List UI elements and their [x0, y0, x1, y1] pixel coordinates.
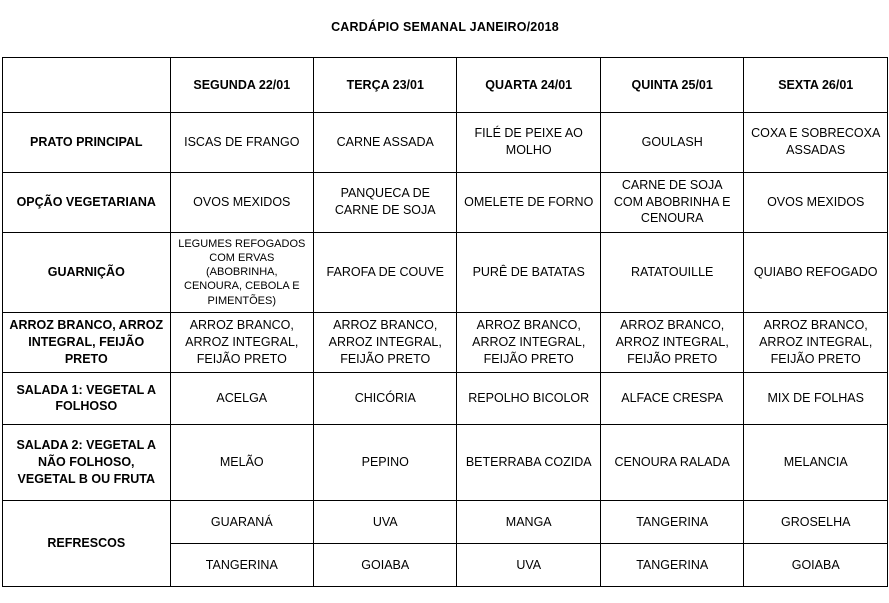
row-label-salada-2: SALADA 2: VEGETAL A NÃO FOLHOSO, VEGETAL B OU FRUTA: [3, 424, 171, 500]
header-row: [3, 57, 888, 112]
cell-vegetariana-sexta: OVOS MEXIDOS: [744, 172, 888, 232]
cell-refresco2-quarta: UVA: [457, 543, 600, 586]
cell-salada2-quarta: BETERRABA COZIDA: [457, 424, 600, 500]
column-header-quarta: QUARTA 24/01: [457, 57, 600, 112]
table-row: [3, 172, 888, 232]
table-corner-cell: [3, 57, 171, 112]
cell-salada2-sexta: MELANCIA: [744, 424, 888, 500]
cell-vegetariana-quarta: OMELETE DE FORNO: [457, 172, 600, 232]
cell-salada1-quinta: ALFACE CRESPA: [600, 372, 743, 424]
page-title: CARDÁPIO SEMANAL JANEIRO/2018: [331, 20, 559, 35]
cell-arroz-quarta: ARROZ BRANCO, ARROZ INTEGRAL, FEIJÃO PRETO: [457, 312, 600, 372]
cell-salada1-terca: CHICÓRIA: [314, 372, 457, 424]
cell-refresco2-segunda: TANGERINA: [170, 543, 313, 586]
row-label-salada-1: SALADA 1: VEGETAL A FOLHOSO: [3, 372, 171, 424]
row-label-opcao-vegetariana: OPÇÃO VEGETARIANA: [3, 172, 171, 232]
row-label-refrescos: REFRESCOS: [3, 500, 171, 586]
cell-refresco1-sexta: GROSELHA: [744, 500, 888, 543]
cell-arroz-quinta: ARROZ BRANCO, ARROZ INTEGRAL, FEIJÃO PRETO: [600, 312, 743, 372]
column-header-segunda: SEGUNDA 22/01: [170, 57, 313, 112]
column-header-terca: TERÇA 23/01: [314, 57, 457, 112]
cell-guarnicao-terca: FAROFA DE COUVE: [314, 232, 457, 312]
table-row: [3, 424, 888, 500]
cell-prato-sexta: COXA E SOBRECOXA ASSADAS: [744, 112, 888, 172]
weekly-menu-table: [2, 0, 888, 587]
cell-prato-quarta: FILÉ DE PEIXE AO MOLHO: [457, 112, 600, 172]
cell-guarnicao-sexta: QUIABO REFOGADO: [744, 232, 888, 312]
cell-salada2-terca: PEPINO: [314, 424, 457, 500]
cell-guarnicao-segunda: LEGUMES REFOGADOS COM ERVAS (ABOBRINHA, CENOURA, CEBOLA E PIMENTÕES): [170, 232, 313, 312]
row-label-guarnicao: GUARNIÇÃO: [3, 232, 171, 312]
cell-refresco2-terca: GOIABA: [314, 543, 457, 586]
table-row: [3, 312, 888, 372]
cell-refresco1-quarta: MANGA: [457, 500, 600, 543]
cell-refresco1-quinta: TANGERINA: [600, 500, 743, 543]
cell-refresco2-quinta: TANGERINA: [600, 543, 743, 586]
table-row: [3, 112, 888, 172]
cell-salada2-quinta: CENOURA RALADA: [600, 424, 743, 500]
cell-prato-terca: CARNE ASSADA: [314, 112, 457, 172]
row-label-prato-principal: PRATO PRINCIPAL: [3, 112, 171, 172]
table-row: [3, 500, 888, 543]
cell-prato-quinta: GOULASH: [600, 112, 743, 172]
title-row: [3, 0, 888, 57]
cell-guarnicao-quinta: RATATOUILLE: [600, 232, 743, 312]
cell-salada2-segunda: MELÃO: [170, 424, 313, 500]
cell-arroz-terca: ARROZ BRANCO, ARROZ INTEGRAL, FEIJÃO PRETO: [314, 312, 457, 372]
table-row: [3, 372, 888, 424]
cell-guarnicao-quarta: PURÊ DE BATATAS: [457, 232, 600, 312]
column-header-quinta: QUINTA 25/01: [600, 57, 743, 112]
cell-vegetariana-segunda: OVOS MEXIDOS: [170, 172, 313, 232]
cell-vegetariana-terca: PANQUECA DE CARNE DE SOJA: [314, 172, 457, 232]
cell-refresco1-segunda: GUARANÁ: [170, 500, 313, 543]
cell-salada1-segunda: ACELGA: [170, 372, 313, 424]
column-header-sexta: SEXTA 26/01: [744, 57, 888, 112]
cell-vegetariana-quinta: CARNE DE SOJA COM ABOBRINHA E CENOURA: [600, 172, 743, 232]
cell-arroz-segunda: ARROZ BRANCO, ARROZ INTEGRAL, FEIJÃO PRETO: [170, 312, 313, 372]
cell-salada1-quarta: REPOLHO BICOLOR: [457, 372, 600, 424]
cell-refresco1-terca: UVA: [314, 500, 457, 543]
cell-prato-segunda: ISCAS DE FRANGO: [170, 112, 313, 172]
row-label-arroz-feijao: ARROZ BRANCO, ARROZ INTEGRAL, FEIJÃO PRETO: [3, 312, 171, 372]
cell-salada1-sexta: MIX DE FOLHAS: [744, 372, 888, 424]
cell-arroz-sexta: ARROZ BRANCO, ARROZ INTEGRAL, FEIJÃO PRETO: [744, 312, 888, 372]
cell-refresco2-sexta: GOIABA: [744, 543, 888, 586]
table-row: [3, 232, 888, 312]
